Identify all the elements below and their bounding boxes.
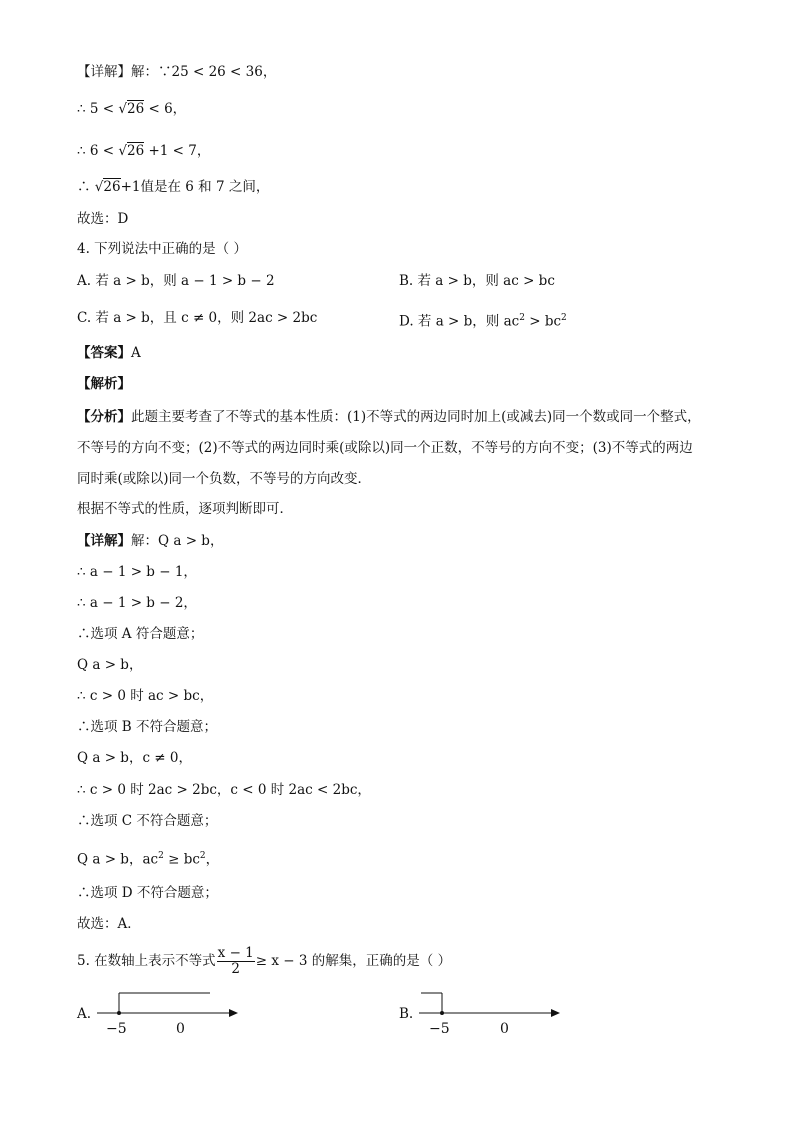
- text: 此题主要考查了不等式的基本性质：(1)不等式的两边同时加上(或减去)同一个数或同一个整式，: [131, 409, 701, 425]
- fenxi-line-4: 根据不等式的性质，逐项判断即可．: [77, 501, 293, 517]
- detail-line-1: [77, 532, 223, 550]
- fenxi-line-3: 同时乘(或除以)同一个负数，不等号的方向改变．: [77, 471, 372, 487]
- detail-line-9: ∴ c > 0 时 2ac > 2bc，c < 0 时 2ac < 2bc，: [77, 782, 371, 798]
- q4-option-b: B. 若 a > b，则 ac > bc: [399, 273, 555, 289]
- text: ∴ 5 <: [77, 101, 119, 117]
- tick-label-neg5: −5: [106, 1021, 127, 1037]
- tick-label-0: 0: [176, 1021, 185, 1037]
- detail-line-2: ∴ a − 1 > b − 1，: [77, 564, 197, 580]
- tick-label-neg5: −5: [429, 1021, 450, 1037]
- analysis-tag: 【解析】: [77, 376, 131, 392]
- xiangjie-tag: 【详解】: [77, 533, 131, 549]
- q4-option-c: C. 若 a > b，且 c ≠ 0，则 2ac > 2bc: [77, 310, 318, 326]
- q5-option-b-label: B.: [399, 1006, 414, 1022]
- detail-line-13: 故选：A．: [77, 916, 141, 932]
- fenxi-tag: 【分析】: [77, 409, 131, 425]
- text: ，: [205, 851, 220, 868]
- answer-line: [77, 344, 141, 362]
- solution-line-2: ∴ 5 < √26 < 6，: [77, 101, 187, 117]
- detail-line-7: ∴选项 B 不符合题意；: [77, 719, 218, 735]
- text: ≥ x − 3 的解集，正确的是（ ）: [255, 953, 452, 969]
- q5-option-a-number-line[interactable]: [92, 985, 242, 1045]
- text: 解：Q a > b，: [131, 533, 224, 549]
- fenxi-line-2: 不等号的方向不变；(2)不等式的两边同时乘(或除以)同一个正数，不等号的方向不变；(3)不等式的两边: [77, 440, 693, 456]
- text: Q a > b，ac: [77, 851, 159, 868]
- text: 5. 在数轴上表示不等式: [77, 953, 216, 969]
- text: ∴ 6 <: [77, 143, 119, 159]
- solution-line-3: ∴ 6 < √26 +1 < 7，: [77, 143, 211, 159]
- detail-line-12: ∴选项 D 不符合题意；: [77, 885, 218, 901]
- fraction-denominator: 2: [231, 961, 241, 977]
- text: ∴: [77, 179, 95, 195]
- fenxi-line-1: [77, 408, 701, 426]
- radicand: 26: [126, 143, 145, 159]
- text: 【详解】解：∵25 < 26 < 36，: [77, 64, 277, 80]
- arrow-head: [229, 1009, 238, 1017]
- q4-option-d: [399, 309, 567, 331]
- exponent: 2: [199, 851, 206, 861]
- solution-line-5: 故选：D: [77, 211, 129, 227]
- detail-line-3: ∴ a − 1 > b − 2，: [77, 595, 197, 611]
- question-5-stem: [77, 946, 451, 977]
- exponent: 2: [158, 851, 164, 861]
- exponent: 2: [519, 313, 525, 323]
- detail-line-6: ∴ c > 0 时 ac > bc，: [77, 688, 214, 704]
- detail-line-8: Q a > b，c ≠ 0，: [77, 750, 192, 766]
- q5-option-a-label: A.: [77, 1006, 92, 1022]
- solution-line-4: ∴ √26+1值是在 6 和 7 之间，: [77, 179, 270, 195]
- radicand: 26: [126, 101, 145, 117]
- text: +1值是在 6 和 7 之间，: [120, 179, 270, 195]
- fraction: [217, 946, 255, 977]
- detail-line-11: [77, 847, 219, 869]
- text: < 6，: [144, 101, 187, 117]
- tick-label-0: 0: [500, 1021, 509, 1037]
- fraction-numerator: x − 1: [217, 945, 254, 961]
- answer-tag: 【答案】: [77, 345, 131, 361]
- radicand: 26: [103, 179, 121, 195]
- text: ≥ bc: [163, 851, 200, 868]
- question-4-stem: 4. 下列说法中正确的是（ ）: [77, 241, 247, 257]
- text: +1 < 7，: [144, 143, 211, 159]
- arrow-head: [551, 1009, 560, 1017]
- detail-line-5: Q a > b，: [77, 657, 143, 673]
- text: > bc: [524, 313, 562, 330]
- text: D. 若 a > b，则 ac: [399, 313, 520, 330]
- q5-option-b-number-line[interactable]: [414, 985, 564, 1045]
- detail-line-10: ∴选项 C 不符合题意；: [77, 813, 218, 829]
- exponent: 2: [561, 313, 567, 323]
- answer-value: A: [131, 345, 141, 361]
- q4-option-a: A. 若 a > b，则 a − 1 > b − 2: [77, 273, 275, 289]
- solution-line-1: [77, 63, 276, 81]
- detail-line-4: ∴选项 A 符合题意；: [77, 626, 204, 642]
